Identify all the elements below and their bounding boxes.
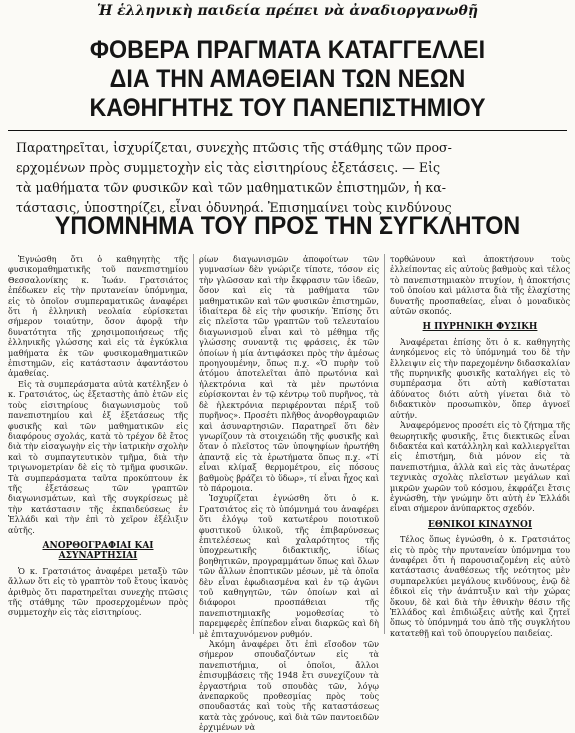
headline-line-1: ΦΟΒΕΡΑ ΠΡΑΓΜΑΤΑ ΚΑΤΑΓΓΕΛΛΕΙ — [89, 36, 486, 64]
column-1 — [8, 254, 188, 618]
paragraph: Ἀκόμη ἀναφέρει ὅτι ἐπὶ εἴσοδον τῶν σήμερον σπουδαζόντων εἰς τὰ πανεπιστήμια, οἱ ὁποῖοι, ἄλλοι ἐπισυμβάσεις τῆς 1948 ἔτι συνεχίζουν τὰ ἐργαστήρια τοῦ σπουδὰς τῶν, λόγῳ ἀνεπαρκοῦς προθεσμίας πρὸς τοὺς σπουδαστάς καὶ τοὺς τῆς καταστάσεως κατὰ τὰς χρόνους, καὶ διὰ τῶν παντοειδῶν ἐρχιμένων νὰ — [199, 639, 379, 733]
column-divider-2 — [384, 254, 385, 634]
subheading: Η ΠΥΡΗΝΙΚΗ ΦΥΣΙΚΗ — [422, 322, 538, 333]
paragraph: Ἰσχυρίζεται ἐγνώσθη ὅτι ὁ κ. Γρατσιάτος εἰς τὸ ὑπόμνημά του ἀναφέρει ὅτι ἐλόγῳ τοῦ κατωτέρου ποιοτικοῦ φυσιτικοῦ ὑλικοῦ, τῆς ἐπιβαρύνσεως ἐπιτελέσεως καὶ χαλαρότητος τῆς ὑποχρεωτικῆς διδακτικῆς, ἰδίως βοηθητικῶν, προγραμμάτων ὅπως καὶ ὅλων τῶν ἄλλων ἐποπτικῶν μέσων, μὲ τὰ ὁποῖα δὲν εἶναι ἐφωδιασμένα καὶ ἐν τῷ ἀγῶνι τοῦ καθηγητῶν, τῶν ὁποίων καὶ αἱ διάφοροι προσπάθειαι τῆς πανεπιστημιακῆς νομοθεσίας τὸ παρεμφερὲς ἐπίπεδον εἶναι διαρκῶς καὶ δὴ μὲ ἐπιταχυνόμενον ρυθμόν. — [199, 493, 379, 639]
headline-line-3: ΚΑΘΗΓΗΤΗΣ ΤΟΥ ΠΑΝΕΠΙΣΤΗΜΙΟΥ — [89, 94, 486, 122]
section-title: ΥΠΟΜΝΗΜΑ ΤΟΥ ΠΡΟΣ ΤΗΝ ΣΥΓΚΛΗΤΟΝ — [54, 212, 521, 240]
paragraph: τορθώνουν καὶ ἀποκτήσουν τοὺς ἐλλείποντας εἰς αὐτοὺς βαθμοὺς καὶ τέλος τὸ πανεπιστημιακὸν πτυχίον, ἡ ἀποκτήσις τοῦ ὁποίου καὶ μάλιστα διὰ τῆς ἐλαχίστης δυνατῆς προσπαθείας, εἶναι ὁ μοναδικὸς αὐτῶν σκοπός. — [390, 254, 570, 317]
lede-line-2: ερχομένων πρὸς συμμετοχὴν εἰς τὰς εἰσιτηρίους ἐξετάσεις. — Εἰς — [16, 160, 441, 175]
paragraph: Ἐγνώσθη ὅτι ὁ καθηγητὴς τῆς φυσικομαθηματικῆς τοῦ πανεπιστημίου Θεσσαλονίκης κ. Ἰωάν. Γρατσιάτος ἐπέδωκεν εἰς τὴν πρυτανείαν ὑπόμνημα, εἰς τὸ ὁποῖον συμπεραματικῶς ἀναφέρει ὅτι ἡ ἑλληνικὴ νεολαία εὑρίσκεται σήμερον τοιαύτην, ὅσον ἀφορᾷ τὴν δυνατότητα τῆς χρησιμοποιήσεως τῆς ἑλληνικῆς γλώσσης καὶ εἰς τὰ ἐγκύκλια μαθήματα ἐκ τῶν φυσικομαθηματικῶν ἐπιστημῶν, εἰς κατάστασιν ἀφαντάστου ἀμαθείας. — [8, 254, 188, 379]
column-2 — [199, 254, 379, 733]
divider-rule — [8, 130, 567, 131]
paragraph: ρίων διαγωνισμῶν ἀποφοίτων τῶν γυμνασίων δὲν γνώριζε τίποτε, τόσον εἰς τὴν γλῶσσαν καὶ τὴν ἔκφρασιν τῶν ἰδεῶν, ὅσον καὶ εἰς τὰ μαθήματα τῶν μαθηματικῶν καὶ τῶν φυσικῶν ἐπιστημῶν, ἰδιαίτερα δὲ εἰς τὴν φυσικήν. Ἐπίσης ὅτι εἰς πλεῖστα τῶν γραπτῶν τοῦ τελευταίου διαγωνισμοῦ εἶναι καὶ τὸ μέθημα τῆς γλώσσης συναντᾷ τις φράσεις, ἐκ τῶν ὁποίων ἡ μία ἀντιφάσκει πρὸς τὴν ἀμέσως προηγουμένην, ὅπως π.χ. «Ὁ πυρὴν τοῦ ἀτόμου ἀποτελεῖται ἀπὸ πρωτόνια καὶ ἠλεκτρόνια καὶ τὰ μὲν πρωτόνια εὑρίσκονται ἐν τῷ κέντρῳ τοῦ πυρῆνος, τὰ δὲ ἠλεκτρόνια περιφέρονται πέριξ τοῦ πυρῆνος». Προσέτι πλῆθος ἀνορθογραφιῶν καὶ ἀσυναρτησιῶν. Παρατηρεῖ ὅτι δὲν γνωρίζουν τὰ στοιχειώδη τῆς φυσικῆς καὶ ὅταν ὁ πλεῖστος τῶν ὑποψηφίων ἠρωτήθη ἀπαντᾷ εἰς τὰ ἐρωτήματα ὅπως π.χ. «Τί εἶναι κλίμαξ θερμομέτρου, εἰς πόσους βαθμοὺς βράζει τὸ ὕδωρ», τί εἶναι ἦχος καὶ τὸ πάρομοια. — [199, 254, 379, 493]
lede — [16, 138, 561, 218]
column-divider-1 — [193, 254, 194, 634]
lede-line-4: τάστασις, ὑποστηρίζει, εἶναι ὀδυνηρά. Ἐπισημαίνει τοὺς κινδύνους — [16, 200, 452, 215]
lede-line-3: τὰ μαθήματα τῶν φυσικῶν καὶ τῶν μαθηματικῶν ἐπιστημῶν, ἡ κα- — [16, 180, 446, 195]
headline-line-2: ΔΙΑ ΤΗΝ ΑΜΑΘΕΙΑΝ ΤΩΝ ΝΕΩΝ — [109, 65, 466, 93]
subheading: ΑΝΟΡΘΟΓΡΑΦΙΑΙ ΚΑΙ ΑΣΥΝΑΡΤΗΣΙΑΙ — [42, 540, 154, 562]
paragraph: Ὁ κ. Γρατσιάτος ἀναφέρει μεταξὺ τῶν ἄλλων ὅτι εἰς τὸ γραπτὸν τοῦ ἔτους ἱκανὸς ἀριθμὸς ὅτι παρατηρεῖται συνεχὴς πτῶσις τῆς στάθμης τῶν προσερχομένων πρὸς συμμετοχὴν εἰς τὰς εἰσιτηρίους. — [8, 565, 188, 618]
column-3 — [390, 254, 570, 638]
subheading: ΕΘΝΙΚΟΙ ΚΙΝΔΥΝΟΙ — [427, 519, 533, 530]
paragraph: Ἀναφέρεται ἐπίσης ὅτι ὁ κ. καθηγητὴς ἀνηκόμενος εἰς τὸ ὑπόμνημά του δὲ τὴν ἔλλειψιν εἰς τὴν παρεχομένην διδασκαλίαν τῆς πυρηνικῆς φυσικῆς καταλήγει εἰς τὸ συμπέρασμα ὅτι αὐτὴ καθίσταται ἀδύνατος διότι αὐτὴ γίνεται διὰ τὸ διδακτικὸν προσωπικὸν, ὅπερ ἀγνοεῖ αὐτήν. — [390, 336, 570, 420]
paragraph: Εἰς τὰ συμπεράσματα αὐτὰ κατέληξεν ὁ κ. Γρατσιάτος, ὡς ἐξεταστὴς ἀπὸ ἐτῶν εἰς τοὺς εἰσιτηρίους διαγωνισμοὺς τοῦ πανεπιστημίου καὶ ἐξ ἐξετάσεως τῆς φυσικῆς καὶ τῶν μαθηματικῶν εἰς διαφόρους σχολάς, κατὰ τὸ τρέχον δὲ ἔτος διὰ τὴν εἰσαγωγὴν εἰς τὴν ἰατρικὴν σχολὴν καὶ τὸ συμπαγτευτικὸν τμῆμα, διὰ τὴν τριγωνομετρίαν δὲ εἰς τὸ τμῆμα φυσικῶν. Τὰ συμπεράσματα ταῦτα προκύπτουν ἐκ τῆς ἐξετάσεως τῶν γραπτῶν διαγωνισμάτων, καὶ τῆς συγκρίσεως μὲ τὴν κατάστασιν τῆς ἐκπαιδεύσεως ἐν Ἑλλάδι καὶ τὴν ἐπὶ τὸ χεῖρον ἐξέλιξιν αὐτῆς. — [8, 378, 188, 535]
kicker: Ἡ ἑλληνικὴ παιδεία πρέπει νὰ ἀναδιοργανωθῇ — [96, 3, 479, 19]
lede-line-1: Παρατηρεῖται, ἰσχυρίζεται, συνεχὴς πτῶσις τῆς στάθμης τῶν προσ- — [16, 140, 452, 155]
paragraph: Ἀναφερόμενος προσέτι εἰς τὸ ζήτημα τῆς θεωρητικῆς φυσικῆς, ἔτις διεκτικῶς εἶναι διδακτέα καὶ κατάλληλη καὶ καλλιεργεῖται εἰς ἐπιστήμη, διὰ μόνον εἰς τὰ πανεπιστήμια, ἀλλὰ καὶ εἰς τὰς ἀνωτέρας τεχνικὰς σχολὰς πλεῖστων μεγάλων καὶ μικρῶν χωρῶν τοῦ κόσμου, ἐκφράζει ἔτσις ἐγνώσθη, τὴν γνώμην ὅτι αὐτὴ ἐν Ἑλλάδι εἶναι σήμερον ἀνύπαρκτος σχεδόν. — [390, 420, 570, 514]
paragraph: Τέλος ὅπως ἐγνώσθη, ὁ κ. Γρατσιάτος εἰς τὸ πρὸς τὴν πρυτανείαν ὑπόμνημα του ἀναφέρει ὅτι ἡ παρουσιαζομένη εἰς αὐτὸ κατάστασις ἀναθέσεως τῆς νεότητος μὲν συμπαρελκύει μεγάλους κινδύνους, ἐνῷ δὲ ἐδικοὶ εἰς τὴν ἀνάπτυξιν καὶ τὴν χώρας ὅκουν, δὲ καὶ διὰ τὴν ἐθνικὴν θέσιν τῆς Ἑλλάδος καὶ ἐπιδιώξεις αὐτῆς καὶ ζητεῖ ὅπως τὸ ὑπόμνημά του ἀπὸ τῆς συγκλήτου κατατεθῇ καὶ τοῦ ὁπουργείου παιδείας. — [390, 534, 570, 638]
